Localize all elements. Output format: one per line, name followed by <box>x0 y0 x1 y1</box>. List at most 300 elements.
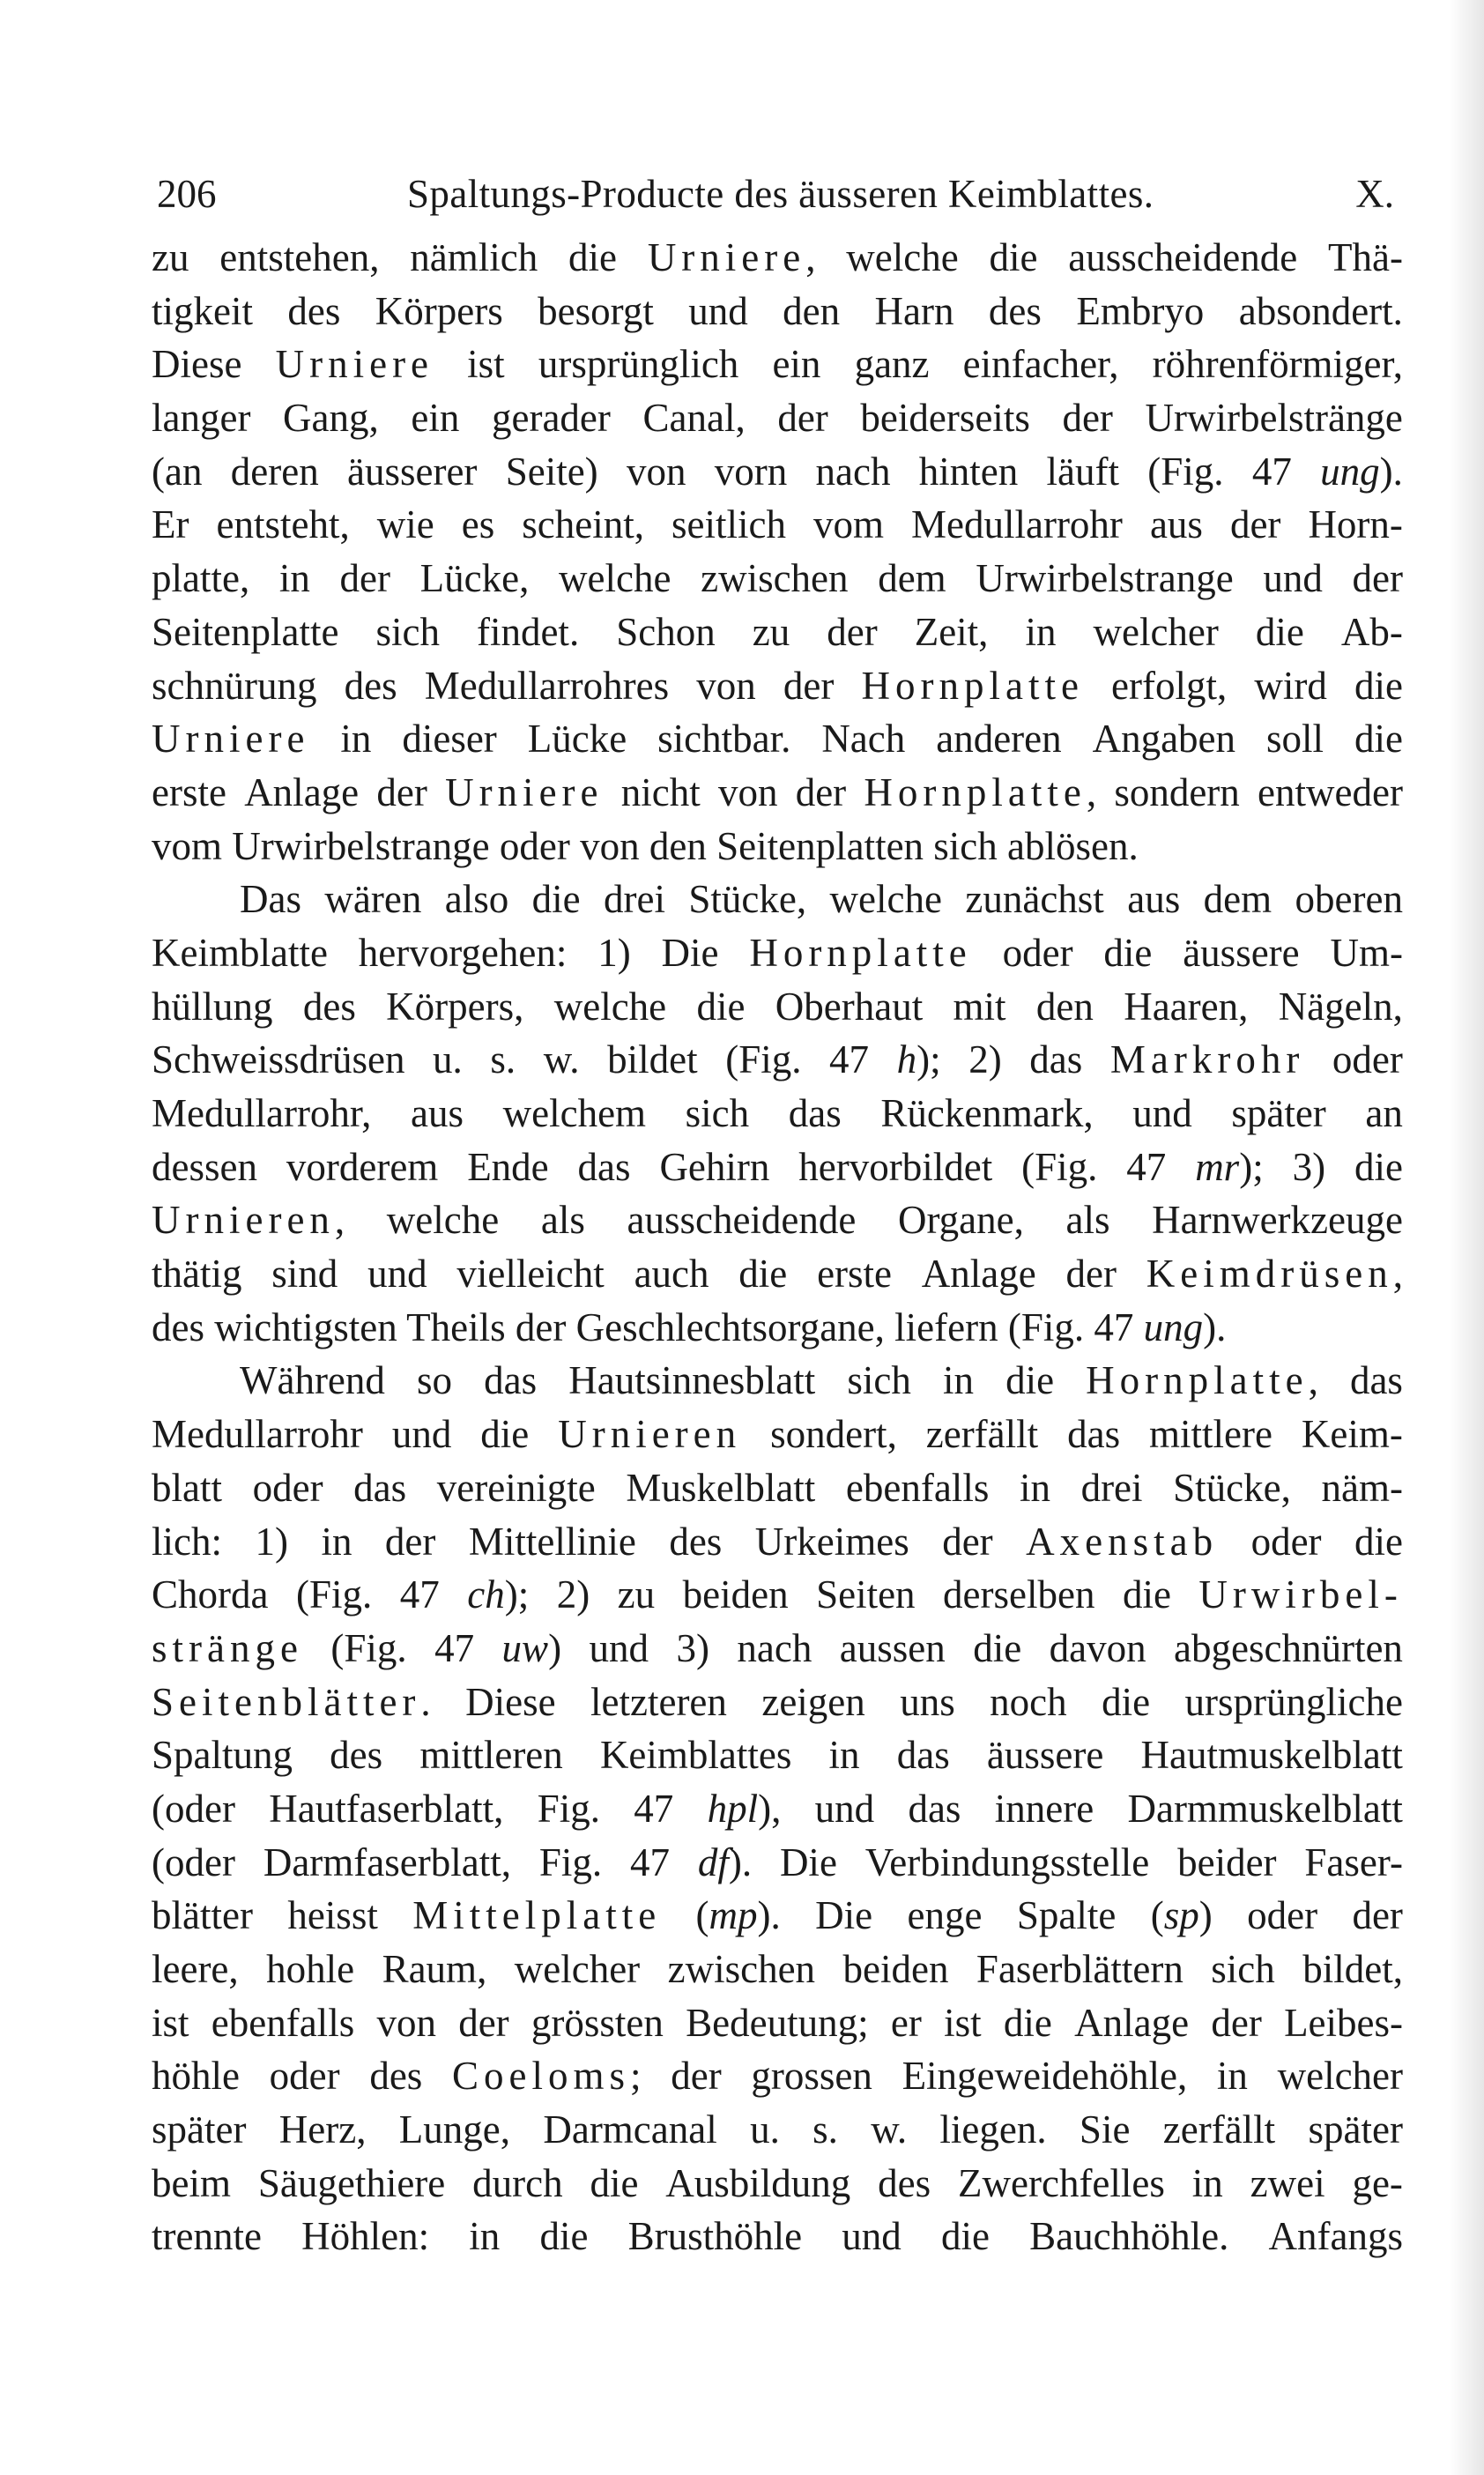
word: Anlage <box>921 1252 1036 1297</box>
word: die <box>1102 1679 1151 1724</box>
text-line <box>152 391 1403 445</box>
word: Ab- <box>1340 609 1403 654</box>
word: der <box>1062 396 1113 441</box>
word: Stücke, <box>688 877 807 922</box>
text-line <box>152 712 1403 766</box>
word: der <box>376 769 427 814</box>
word: und <box>391 1412 452 1457</box>
word: Herz, <box>278 2107 367 2152</box>
word: noch <box>990 1679 1067 1724</box>
word: anderen <box>936 717 1062 762</box>
word: beim <box>152 2160 231 2205</box>
word: der <box>515 1304 567 1349</box>
word: oder <box>1002 930 1073 975</box>
word: aussen <box>839 1625 946 1670</box>
word: der <box>942 1519 993 1564</box>
word: des <box>669 1519 723 1564</box>
word: und <box>367 1252 427 1297</box>
word: Angaben <box>1092 717 1236 762</box>
word: röhrenförmiger, <box>1152 342 1403 387</box>
word: absondert. <box>1238 288 1403 333</box>
word: scheint, <box>522 502 644 547</box>
word: s. <box>812 2107 838 2152</box>
text-line <box>152 1033 1403 1087</box>
text-line <box>152 1568 1403 1622</box>
word: der <box>827 609 878 654</box>
word: in <box>828 1733 860 1778</box>
word: äussere <box>986 1733 1104 1778</box>
word: sich <box>1211 1947 1275 1991</box>
word: Er <box>152 502 189 547</box>
word: des <box>988 288 1042 333</box>
word: Embryo <box>1076 288 1205 333</box>
word: des <box>287 288 341 333</box>
text-line <box>152 2049 1403 2103</box>
word: Seiten <box>816 1572 916 1617</box>
word: näm- <box>1321 1465 1403 1510</box>
word: Ende <box>467 1144 549 1189</box>
word: wie <box>376 502 434 547</box>
word: später <box>1308 2107 1403 2152</box>
word: Gang, <box>283 396 379 441</box>
word: ein <box>411 396 460 441</box>
word: Spalte <box>1016 1893 1117 1938</box>
word: 47 <box>829 1037 870 1082</box>
word: (sp) <box>1150 1893 1213 1938</box>
word: 47 <box>1094 1304 1134 1349</box>
word: Körpers, <box>386 984 524 1029</box>
word: Urwirbel- <box>1198 1572 1403 1617</box>
word: die <box>1103 930 1153 975</box>
word: 2) <box>556 1572 590 1617</box>
word: Urniere, <box>647 235 816 279</box>
word: Canal, <box>642 396 746 441</box>
text-line <box>152 1247 1403 1301</box>
word: Fig. <box>537 1786 600 1831</box>
word: Geschlechtsorgane, <box>575 1304 885 1349</box>
word: vorn <box>714 449 788 494</box>
word: mittleren <box>419 1733 563 1778</box>
word: ebenfalls <box>845 1465 990 1510</box>
word: dieser <box>402 717 497 762</box>
word: (oder <box>152 1840 235 1884</box>
word: Leibes- <box>1284 2000 1403 2045</box>
word: u. <box>433 1037 463 1082</box>
word: 47 <box>629 1840 670 1884</box>
word: ausscheidende <box>1068 235 1298 279</box>
word: es <box>461 502 495 547</box>
word: Hornplatte <box>861 663 1084 708</box>
word: Schon <box>616 609 716 654</box>
word: langer <box>152 396 251 441</box>
word: in <box>1019 1465 1050 1510</box>
text-line <box>152 445 1403 499</box>
running-head <box>152 166 1403 222</box>
word: 3) <box>1292 1144 1326 1189</box>
word: Urnieren <box>558 1412 742 1457</box>
word: Hornplatte, <box>1086 1358 1318 1403</box>
word: wichtigsten <box>214 1304 397 1349</box>
word: und <box>814 1786 875 1831</box>
word: Brusthöhle <box>627 2214 803 2259</box>
word: entsteht, <box>216 502 350 547</box>
word: uw) <box>501 1625 562 1670</box>
word: das <box>1349 1358 1403 1403</box>
word: drei <box>1080 1465 1143 1510</box>
word: welchem <box>502 1091 647 1135</box>
word: Keimblattes <box>599 1733 792 1778</box>
word: Das <box>240 877 301 922</box>
word: Faser- <box>1304 1840 1403 1884</box>
word: die <box>973 1625 1022 1670</box>
word: so <box>417 1358 453 1403</box>
word: uns <box>900 1679 955 1724</box>
word: er <box>890 2000 922 2045</box>
word: in <box>469 2214 501 2259</box>
word: nach <box>737 1625 812 1670</box>
word: die <box>531 877 581 922</box>
word: grössten <box>531 2000 664 2045</box>
word: die <box>480 1412 530 1457</box>
word: Urniere <box>152 717 310 762</box>
word: ist <box>467 342 505 387</box>
word: 3) <box>676 1625 709 1670</box>
word: s. <box>490 1037 516 1082</box>
word: die <box>1354 1519 1403 1564</box>
word: das <box>353 1465 407 1510</box>
word: in <box>340 717 372 762</box>
word: Medullarrohres <box>424 663 670 708</box>
word: in <box>1025 609 1057 654</box>
word: 2) <box>968 1037 1002 1082</box>
word: oder <box>1332 1037 1403 1082</box>
word: der <box>1229 502 1281 547</box>
word: bildet <box>607 1037 698 1082</box>
body-text <box>152 231 1403 2263</box>
word: Schweissdrüsen <box>152 1037 405 1082</box>
word: Horn- <box>1308 502 1403 547</box>
word: Ausbildung <box>665 2160 851 2205</box>
text-line <box>152 606 1403 659</box>
word: in <box>278 556 310 601</box>
word: das <box>577 1144 631 1189</box>
word: liefern <box>894 1304 998 1349</box>
word: ganz <box>854 342 930 387</box>
text-line <box>152 1676 1403 1729</box>
word: Seitenplatte <box>152 609 339 654</box>
word: besorgt <box>538 288 654 333</box>
text-line <box>152 1141 1403 1194</box>
word: welcher <box>514 1947 641 1991</box>
word: Mittellinie <box>468 1519 636 1564</box>
word: die <box>1354 717 1403 762</box>
word: den <box>783 288 841 333</box>
word: beiden <box>682 1572 789 1617</box>
word: entstehen, <box>219 235 380 279</box>
text-line <box>152 1193 1403 1247</box>
word: bildet, <box>1302 1947 1403 1991</box>
word: zerfällt <box>925 1412 1039 1457</box>
word: Eingeweidehöhle, <box>902 2054 1188 2099</box>
word: Faserblättern <box>976 1947 1183 1991</box>
word: grossen <box>751 2054 872 2099</box>
text-line <box>152 338 1403 391</box>
page-edge-shadow <box>1449 0 1484 2475</box>
word: Markrohr <box>1109 1037 1305 1082</box>
word: das <box>1067 1412 1121 1457</box>
word: Anfangs <box>1268 2214 1403 2259</box>
word: der <box>795 769 847 814</box>
word: zeigen <box>761 1679 865 1724</box>
word: Anlage <box>244 769 360 814</box>
word: Spaltung <box>152 1733 293 1778</box>
word: Anlage <box>1074 2000 1190 2045</box>
word: Medullarrohr <box>152 1412 363 1457</box>
word: der <box>1352 1893 1403 1938</box>
word: entweder <box>1258 769 1403 814</box>
word: tigkeit <box>152 288 253 333</box>
word: Hautmuskelblatt <box>1140 1733 1403 1778</box>
word: Rückenmark, <box>880 1091 1094 1135</box>
word: des <box>369 2054 423 2099</box>
text-line <box>152 1461 1403 1515</box>
word: Harn <box>874 288 954 333</box>
word: oberen <box>1295 877 1403 922</box>
word: der <box>671 2054 722 2099</box>
word: dem <box>878 556 946 601</box>
word: Nach <box>821 717 906 762</box>
word: später <box>152 2107 247 2152</box>
word: Zeit, <box>914 609 989 654</box>
word: Chorda <box>152 1572 269 1617</box>
word: Die <box>661 930 719 975</box>
word: Hautfaserblatt, <box>269 1786 504 1831</box>
word: die <box>568 235 618 279</box>
word: die <box>989 235 1038 279</box>
word: ist <box>944 2000 982 2045</box>
word: nämlich <box>410 235 538 279</box>
word: df). <box>697 1840 753 1884</box>
word: der <box>783 663 835 708</box>
word: aus <box>1149 502 1203 547</box>
word: Urnieren, <box>152 1198 345 1243</box>
word: ebenfalls <box>211 2000 355 2045</box>
word: Keimblatte <box>152 930 328 975</box>
word: vom <box>152 823 223 868</box>
word: das <box>908 1786 961 1831</box>
word: (Fig. <box>1147 449 1224 494</box>
word: die <box>1122 1572 1171 1617</box>
text-line <box>152 1408 1403 1461</box>
text-line <box>152 1728 1403 1782</box>
word: nicht <box>620 769 701 814</box>
word: Die <box>815 1893 873 1938</box>
word: Darmmuskelblatt <box>1127 1786 1403 1831</box>
word: welche <box>846 235 959 279</box>
word: sich <box>375 609 440 654</box>
word: heisst <box>287 1893 378 1938</box>
word: Axenstab <box>1026 1519 1219 1564</box>
word: und <box>1263 556 1323 601</box>
word: erste <box>817 1252 893 1297</box>
word: Höhlen: <box>301 2214 430 2259</box>
word: der <box>1352 556 1403 601</box>
word: Lücke, <box>419 556 530 601</box>
word: Lücke <box>527 717 627 762</box>
word: nach <box>815 449 891 494</box>
word: von <box>717 769 778 814</box>
word: des <box>878 2160 931 2205</box>
word: Diese <box>152 342 242 387</box>
word: die <box>1354 1144 1403 1189</box>
word: erfolgt, <box>1111 663 1228 708</box>
word: die <box>1003 2000 1052 2045</box>
word: beiden <box>842 1947 949 1991</box>
word: zunächst <box>965 877 1104 922</box>
word: Raum, <box>382 1947 487 1991</box>
word: zwischen <box>667 1947 816 1991</box>
word: wären <box>324 877 422 922</box>
word: oder <box>269 2054 340 2099</box>
word: von <box>626 449 686 494</box>
word: gerader <box>491 396 611 441</box>
text-line <box>152 498 1403 552</box>
word: seitlich <box>671 502 786 547</box>
word: sondern <box>1114 769 1240 814</box>
word: Urwirbelstränge <box>1145 396 1403 441</box>
word: Seite) <box>505 449 598 494</box>
word: thätig <box>152 1252 242 1297</box>
text-line <box>152 1515 1403 1569</box>
word: (Fig. <box>1021 1144 1098 1189</box>
word: äusserer <box>346 449 478 494</box>
word: Urwirbelstrange <box>976 556 1234 601</box>
word: platte, <box>152 556 250 601</box>
word: dem <box>1203 877 1273 922</box>
word: (an <box>152 449 203 494</box>
word: also <box>444 877 509 922</box>
word: liegen. <box>939 2107 1047 2152</box>
word: oder <box>1247 1893 1318 1938</box>
word: Körpers <box>375 288 503 333</box>
word: Darmcanal <box>543 2107 717 2152</box>
text-line <box>152 766 1403 820</box>
word: sichtbar. <box>657 717 791 762</box>
text-line <box>152 2103 1403 2157</box>
word: Hornplatte, <box>864 769 1097 814</box>
word: die <box>1255 609 1304 654</box>
word: beiderseits <box>860 396 1030 441</box>
word: des <box>302 984 356 1029</box>
word: durch <box>472 2160 563 2205</box>
word: und <box>842 2214 902 2259</box>
word: in <box>942 1358 974 1403</box>
word: erste <box>152 769 226 814</box>
word: hervorbildet <box>798 1144 993 1189</box>
word: Urwirbelstrange <box>232 823 490 868</box>
word: der <box>1065 1252 1117 1297</box>
word: h); <box>896 1037 941 1082</box>
word: Keimdrüsen, <box>1146 1252 1403 1297</box>
word: hinten <box>918 449 1019 494</box>
word: ge- <box>1352 2160 1403 2205</box>
word: lich: <box>152 1519 222 1564</box>
word: das <box>1029 1037 1083 1082</box>
word: ausscheidende <box>627 1198 857 1243</box>
word: der <box>458 2000 509 2045</box>
text-line <box>152 1301 1403 1355</box>
word: 47 <box>1251 449 1292 494</box>
word: ch); <box>467 1572 530 1617</box>
word: trennte <box>152 2214 262 2259</box>
word: Während <box>240 1358 385 1403</box>
word: die <box>696 984 746 1029</box>
word: den <box>1035 984 1094 1029</box>
word: zwischen <box>701 556 849 601</box>
word: Urniere <box>275 342 434 387</box>
word: welche <box>386 1198 500 1243</box>
word: 47 <box>1126 1144 1167 1189</box>
word: ein <box>772 342 821 387</box>
word: (Fig. <box>1007 1304 1085 1349</box>
word: letzteren <box>590 1679 727 1724</box>
running-title: Spaltungs-Producte des äusseren Keimblattes. <box>407 172 1154 216</box>
word: 47 <box>399 1572 440 1617</box>
word: wird <box>1254 663 1327 708</box>
word: und <box>1132 1091 1192 1135</box>
word: des <box>152 1304 204 1349</box>
word: 1) <box>597 930 631 975</box>
word: den <box>649 823 707 868</box>
word: sondert, <box>770 1412 897 1457</box>
word: Mittelplatte <box>412 1893 662 1938</box>
word: aus <box>1127 877 1181 922</box>
word: der <box>777 396 828 441</box>
word: Harnwerkzeuge <box>1152 1198 1403 1243</box>
word: die <box>1005 1358 1055 1403</box>
word: 47 <box>634 1786 674 1831</box>
word: w. <box>543 1037 580 1082</box>
text-line <box>152 1354 1403 1408</box>
word: mittlere <box>1149 1412 1273 1457</box>
word: sich <box>847 1358 911 1403</box>
page-number: 206 <box>157 172 217 216</box>
word: Bauchhöhle. <box>1029 2214 1229 2259</box>
word: einfacher, <box>962 342 1119 387</box>
word: Haaren, <box>1124 984 1249 1029</box>
word: zu <box>152 235 189 279</box>
word: vorderem <box>286 1144 439 1189</box>
word: Hornplatte <box>749 930 972 975</box>
word: abgeschnürten <box>1174 1625 1403 1670</box>
text-line <box>152 873 1403 926</box>
word: in <box>1216 2054 1248 2099</box>
text-line <box>152 1782 1403 1836</box>
text-line <box>152 1836 1403 1890</box>
chapter-number: X. <box>1355 172 1394 216</box>
word: Diese <box>465 1679 556 1724</box>
text-line <box>152 1889 1403 1943</box>
word: Keim- <box>1301 1412 1403 1457</box>
word: soll <box>1265 717 1324 762</box>
word: läuft <box>1046 449 1119 494</box>
word: vom <box>812 502 884 547</box>
word: die <box>539 2214 589 2259</box>
word: welche <box>559 556 672 601</box>
word: und <box>688 288 748 333</box>
word: (mp). <box>695 1893 781 1938</box>
word: äussere <box>1183 930 1300 975</box>
